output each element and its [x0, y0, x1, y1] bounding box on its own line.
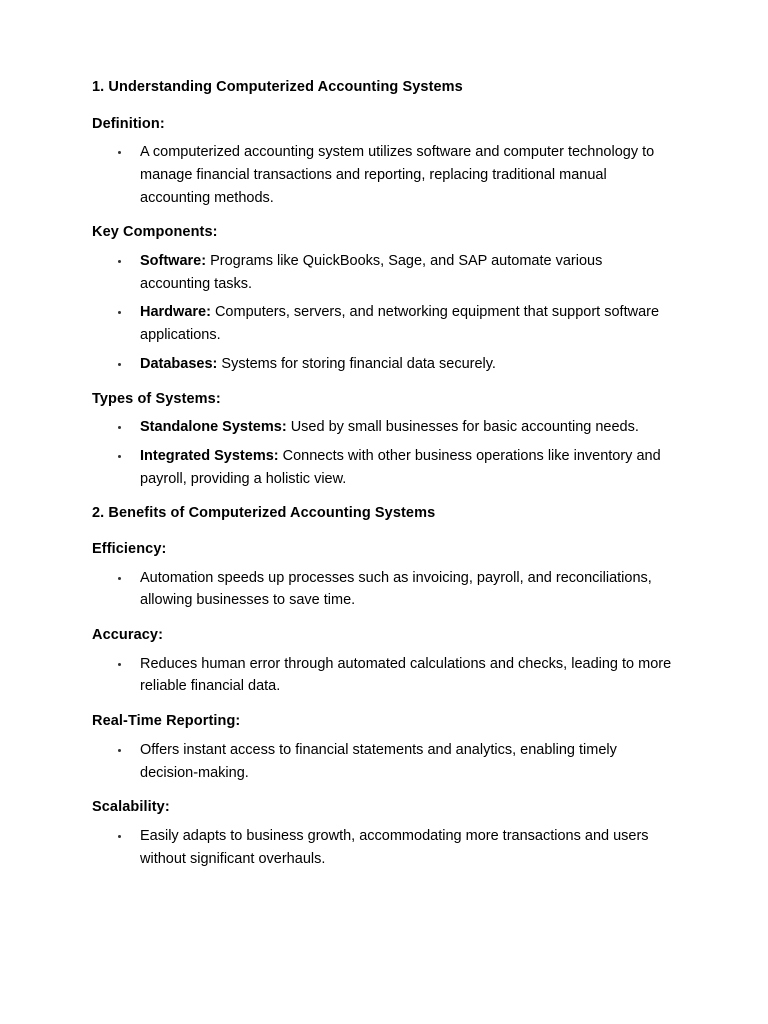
- list-item-lead: Databases:: [140, 355, 218, 372]
- list-item-text: Reduces human error through automated calculations and checks, leading to more reliable financial data.: [140, 655, 672, 695]
- bullet-list: [92, 247, 676, 379]
- section-heading: 1. Understanding Computerized Accounting Systems: [92, 79, 463, 95]
- bullet-list: [92, 822, 676, 874]
- list-item: [92, 138, 676, 212]
- list-item-text: Connects with other business operations like inventory and payroll, providing a holistic view.: [140, 448, 661, 487]
- list-item-text: A computerized accounting system utilizes software and computer technology to manage financial transactions and reporting, replacing traditional manual accounting methods.: [140, 144, 655, 206]
- list-item-text: Used by small businesses for basic accounting needs.: [286, 419, 639, 436]
- bullet-list: [92, 564, 676, 616]
- list-item: [92, 298, 676, 350]
- list-item: [92, 650, 676, 702]
- list-item-text: Systems for storing financial data securely.: [217, 355, 496, 372]
- section-heading: 2. Benefits of Computerized Accounting Systems: [92, 504, 436, 521]
- section-subheading: Types of Systems:: [92, 390, 221, 407]
- list-item-lead: Software:: [140, 252, 207, 269]
- list-item-lead: Hardware:: [140, 304, 211, 321]
- list-item: [92, 822, 676, 874]
- list-item: [92, 736, 676, 788]
- list-item: [92, 564, 676, 616]
- document-body: [92, 78, 676, 873]
- list-item-text: Easily adapts to business growth, accommodating more transactions and users without significant overhauls.: [140, 827, 649, 867]
- section-subheading: Definition:: [92, 115, 165, 132]
- list-item-lead: Standalone Systems:: [140, 419, 287, 436]
- bullet-list: [92, 413, 676, 493]
- section-subheading: Accuracy:: [92, 627, 164, 644]
- list-item: [92, 350, 676, 379]
- section-subheading: Real-Time Reporting:: [92, 713, 241, 730]
- list-item: [92, 442, 676, 494]
- list-item-lead: Integrated Systems:: [140, 448, 279, 464]
- section-subheading: Key Components:: [92, 224, 218, 241]
- list-item-text: Programs like QuickBooks, Sage, and SAP automate various accounting tasks.: [140, 252, 603, 292]
- list-item: [92, 247, 676, 299]
- bullet-list: [92, 138, 676, 212]
- bullet-list: [92, 650, 676, 702]
- list-item-text: Automation speeds up processes such as invoicing, payroll, and reconciliations, allowing businesses to save time.: [140, 569, 652, 609]
- list-item-text: Computers, servers, and networking equipment that support software applications.: [140, 304, 660, 344]
- list-item: [92, 413, 676, 442]
- section-subheading: Scalability:: [92, 799, 170, 816]
- list-item-text: Offers instant access to financial statements and analytics, enabling timely decision-making.: [140, 741, 617, 781]
- section-subheading: Efficiency:: [92, 541, 167, 558]
- bullet-list: [92, 736, 676, 788]
